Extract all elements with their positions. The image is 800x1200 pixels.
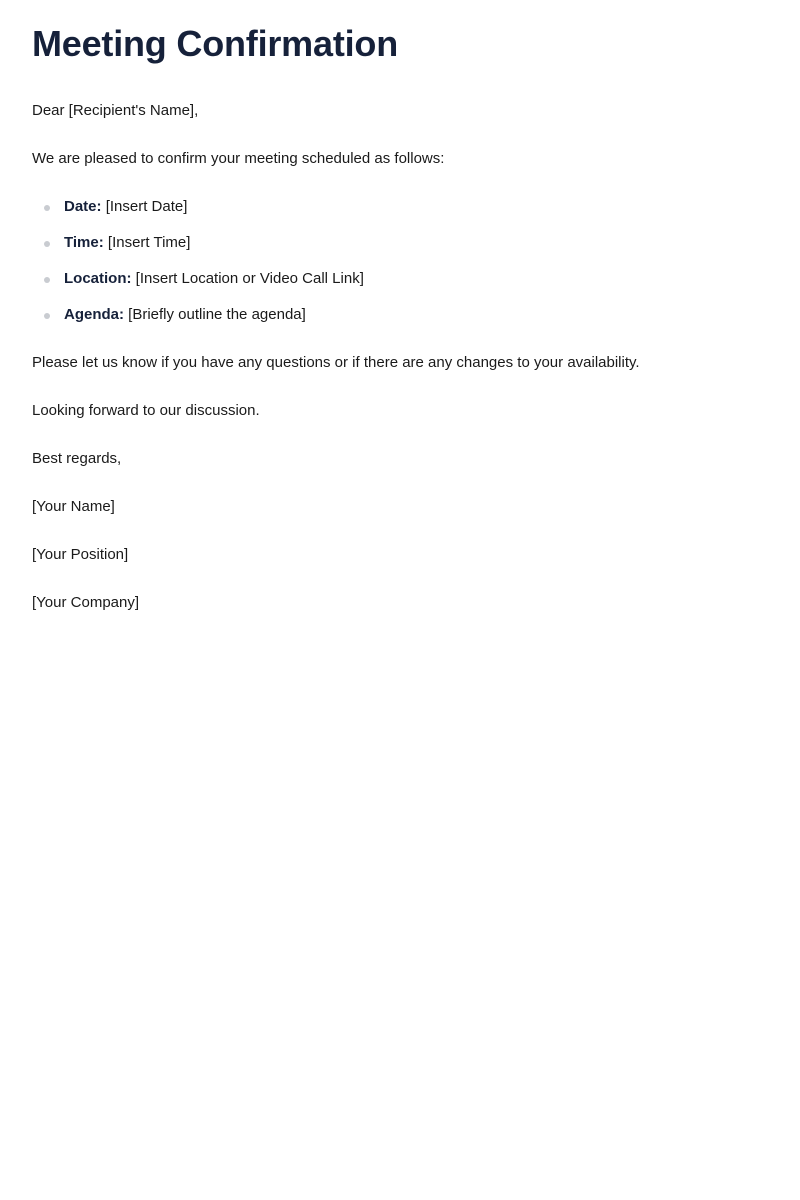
location-value: [Insert Location or Video Call Link]	[135, 270, 364, 287]
time-label: Time:	[64, 234, 104, 251]
questions-text: Please let us know if you have any questions or if there are any changes to your availability.	[32, 354, 640, 371]
time-value: [Insert Time]	[107, 234, 191, 251]
list-item-agenda	[32, 305, 768, 325]
list-item-time	[32, 233, 768, 253]
date-value: [Insert Date]	[105, 198, 188, 215]
agenda-value: [Briefly outline the agenda]	[128, 306, 306, 323]
greeting-text: Dear [Recipient's Name],	[32, 102, 199, 119]
bullet-icon	[44, 205, 50, 211]
list-item-date	[32, 197, 768, 217]
closing-line-text: Looking forward to our discussion.	[32, 402, 260, 419]
signature-name: [Your Name]	[32, 498, 115, 515]
sign-off-text: Best regards,	[32, 450, 122, 467]
signature-company: [Your Company]	[32, 594, 140, 611]
location-label: Location:	[64, 270, 132, 287]
page-title: Meeting Confirmation	[32, 23, 398, 64]
intro-text: We are pleased to confirm your meeting scheduled as follows:	[32, 150, 445, 167]
bullet-icon	[44, 277, 50, 283]
list-item-location	[32, 269, 768, 289]
signature-position: [Your Position]	[32, 546, 129, 563]
bullet-icon	[44, 241, 50, 247]
date-label: Date:	[64, 198, 102, 215]
meeting-details-list	[32, 197, 768, 325]
bullet-icon	[44, 313, 50, 319]
agenda-label: Agenda:	[64, 306, 124, 323]
